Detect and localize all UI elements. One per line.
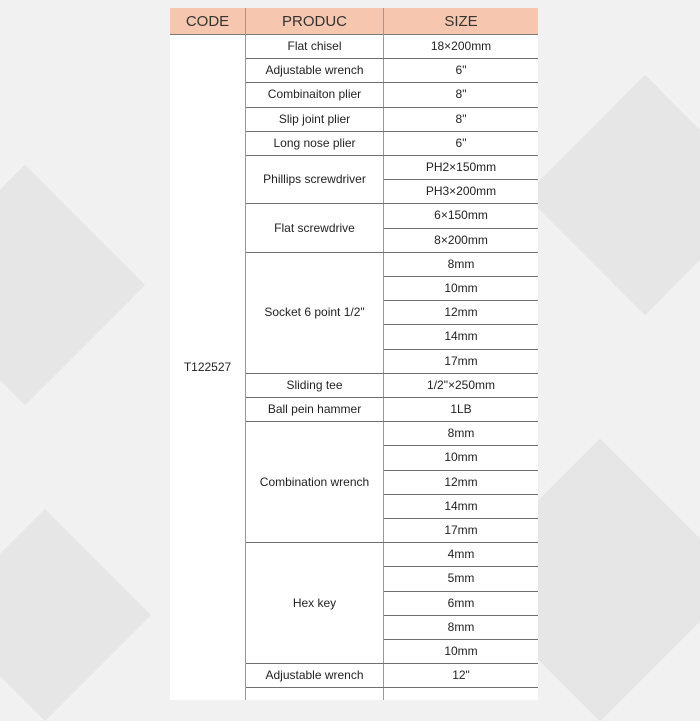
size-cell: 17mm: [444, 523, 478, 538]
product-name-cell: Phillips screwdriver: [263, 172, 366, 187]
product-name-cell: Adjustable wrench: [265, 63, 364, 78]
size-cell: 14mm: [444, 498, 478, 513]
product-name-cell: Flat screwdrive: [274, 220, 355, 235]
size-cell: 10mm: [444, 281, 478, 296]
size-cell: 12mm: [444, 474, 478, 489]
code-cell: T122527: [183, 360, 232, 374]
size-cell: 10mm: [444, 450, 478, 465]
product-name-cell: Combinaiton plier: [267, 87, 362, 102]
size-cell: 6×150mm: [434, 208, 488, 223]
product-name-cell: Adjustable wrench: [265, 668, 364, 683]
size-cell: 8mm: [447, 256, 475, 271]
product-spec-table: [170, 8, 538, 700]
size-cell: 1LB: [450, 402, 472, 417]
header-product: PRODUC: [281, 13, 347, 30]
size-cell: 8": [455, 111, 467, 126]
product-name-cell: Hex key: [292, 595, 337, 610]
header-size: SIZE: [444, 13, 478, 30]
product-name-cell: Slip joint plier: [278, 111, 351, 126]
size-cell: 12": [452, 668, 470, 683]
size-cell: 8×200mm: [434, 232, 488, 247]
size-cell: 6": [455, 63, 467, 78]
size-cell: 6mm: [447, 595, 475, 610]
size-cell: 10mm: [444, 644, 478, 659]
size-cell: 12mm: [444, 305, 478, 320]
size-cell: 1/2"×250mm: [427, 377, 495, 392]
size-cell: PH2×150mm: [425, 160, 497, 175]
product-name-cell: Sliding tee: [286, 377, 343, 392]
size-cell: 6": [455, 135, 467, 150]
size-cell: 4mm: [447, 547, 475, 562]
product-name-cell: Ball pein hammer: [267, 402, 362, 417]
size-cell: 14mm: [444, 329, 478, 344]
product-name-cell: Socket 6 point 1/2": [264, 305, 365, 320]
product-name-cell: Combination wrench: [259, 474, 370, 489]
size-cell: 5mm: [447, 571, 475, 586]
product-row-divider: [246, 687, 538, 688]
table-header: [170, 8, 538, 35]
background-diamond: [0, 509, 151, 721]
background-diamond: [0, 165, 145, 405]
size-cell: 17mm: [444, 353, 478, 368]
product-name-cell: Flat chisel: [287, 39, 342, 54]
header-code: CODE: [185, 13, 230, 30]
background-diamond: [525, 75, 700, 315]
size-cell: PH3×200mm: [425, 184, 497, 199]
size-cell: 8mm: [447, 426, 475, 441]
size-cell: 8mm: [447, 619, 475, 634]
size-cell: 8": [455, 87, 467, 102]
product-name-cell: Long nose plier: [273, 135, 356, 150]
size-cell: 18×200mm: [430, 39, 492, 54]
